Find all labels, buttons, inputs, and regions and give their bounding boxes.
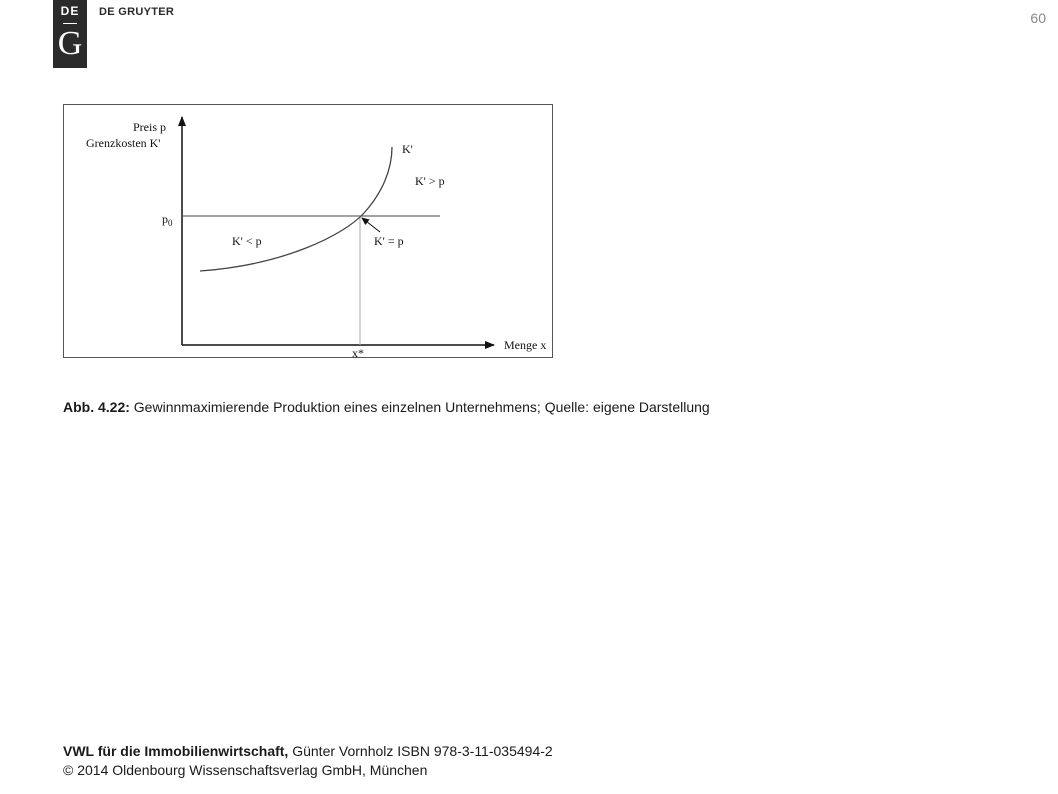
page-number: 60 [1030,10,1046,26]
y-axis-label-line1: Preis p [133,120,166,134]
region-below-label: K' < p [232,234,262,248]
optimum-quantity-label: x* [352,346,364,359]
footer-line-1 [63,742,553,761]
price-level-label: $p_0$ [162,212,173,228]
publisher-logo [53,0,87,68]
intersection-pointer [362,218,380,232]
book-title: VWL für die Immobilienwirtschaft, [63,743,289,759]
marginal-cost-curve [200,147,392,271]
logo-de-text: DE [60,4,80,18]
copyright-line: © 2014 Oldenbourg Wissenschaftsverlag GmbH, München [63,762,428,778]
intersection-label: K' = p [374,234,404,248]
x-axis-label: Menge x [504,338,547,352]
curve-label: K' [402,142,413,156]
caption-label: Abb. 4.22: [63,399,130,415]
marginal-cost-diagram [64,105,554,359]
region-above-label: K' > p [415,174,445,188]
figure-caption [63,399,1023,415]
logo-divider [63,23,77,24]
figure-frame [63,104,553,358]
page-footer [63,742,553,780]
y-axis-label-line2: Grenzkosten K' [86,136,161,150]
author-isbn: Günter Vornholz ISBN 978-3-11-035494-2 [292,743,553,759]
publisher-name: DE GRUYTER [99,6,175,18]
caption-text: Gewinnmaximierende Produktion eines einzelnen Unternehmens; Quelle: eigene Darstellung [133,399,710,415]
logo-g-letter: G [57,25,83,62]
